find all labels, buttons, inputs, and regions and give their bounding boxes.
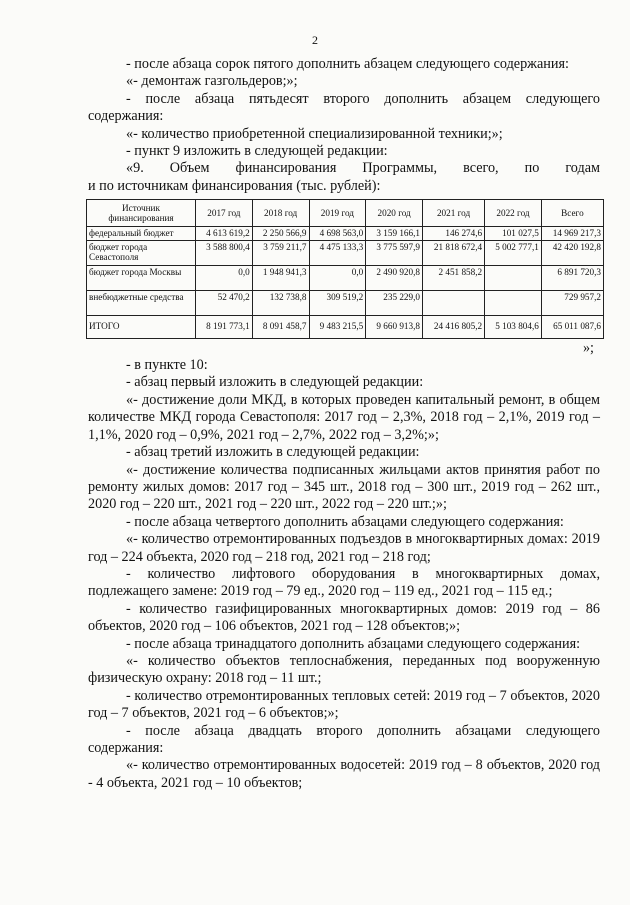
table-cell: 65 011 087,6 — [541, 315, 603, 338]
table-cell: 8 191 773,1 — [196, 315, 253, 338]
table-cell — [485, 265, 542, 290]
paragraph: «- количество отремонтированных подъездов в многоквартирных домах: 2019 год – 224 объекта, 2020 год – 218 год, 2021 год – 218 год; — [88, 531, 600, 565]
table-cell — [485, 290, 542, 315]
table-row-label: федеральный бюджет — [87, 227, 196, 240]
table-row-label: бюджет города Севастополя — [87, 240, 196, 265]
paragraph: «- количество приобретенной специализированной техники;»; — [126, 125, 503, 142]
table-header-cell: 2019 год — [309, 200, 366, 227]
table-header-cell: Источник финансирования — [87, 200, 196, 227]
table-cell: 52 470,2 — [196, 290, 253, 315]
table-cell: 0,0 — [309, 265, 366, 290]
table-cell: 235 229,0 — [366, 290, 423, 315]
paragraph: «- количество отремонтированных водосетей: 2019 год – 8 объектов, 2020 год - 4 объекта, 2021 год – 10 объектов; — [88, 757, 600, 791]
table-cell: 1 948 941,3 — [252, 265, 309, 290]
table-cell: 42 420 192,8 — [541, 240, 603, 265]
table-header-cell: 2020 год — [366, 200, 423, 227]
paragraph: - в пункте 10: — [126, 357, 208, 374]
table-cell: 6 891 720,3 — [541, 265, 603, 290]
table-cell: 8 091 458,7 — [252, 315, 309, 338]
document-body — [88, 56, 600, 792]
table-cell: 146 274,6 — [423, 227, 485, 240]
table-cell: 24 416 805,2 — [423, 315, 485, 338]
table-row — [87, 227, 604, 240]
paragraph: «- достижение количества подписанных жильцами актов принятия работ по ремонту жилых домов: 2017 год – 345 шт., 2018 год – 300 шт., 2019 год – 262 шт., 2020 год – 220 шт., 2021 год – 220 шт., 2022 год – 220 шт.;»; — [88, 461, 600, 513]
table-cell: 4 698 563,0 — [309, 227, 366, 240]
top-paragraphs — [88, 56, 600, 195]
table-cell: 5 002 777,1 — [485, 240, 542, 265]
table-cell: 21 818 672,4 — [423, 240, 485, 265]
bottom-paragraphs — [88, 357, 600, 792]
financing-table — [86, 199, 604, 338]
table-cell: 4 613 619,2 — [196, 227, 253, 240]
page-number: 2 — [312, 33, 318, 47]
table-cell: 5 103 804,6 — [485, 315, 542, 338]
table-cell: 2 490 920,8 — [366, 265, 423, 290]
table-cell: 9 483 215,5 — [309, 315, 366, 338]
table-header-cell: 2018 год — [252, 200, 309, 227]
table-cell: 2 250 566,9 — [252, 227, 309, 240]
table-cell: 729 957,2 — [541, 290, 603, 315]
table-row — [87, 290, 604, 315]
table-header-row — [87, 200, 604, 227]
paragraph: - после абзаца тринадцатого дополнить абзацами следующего содержания: — [126, 635, 581, 652]
paragraph: «- демонтаж газгольдеров;»; — [126, 73, 298, 90]
paragraph: и по источникам финансирования (тыс. рублей): — [88, 177, 381, 194]
table-cell: 101 027,5 — [485, 227, 542, 240]
paragraph: содержания: — [88, 108, 164, 125]
paragraph: - количество газифицированных многоквартирных домов: 2019 год – 86 объектов, 2020 год – 106 объектов, 2021 год – 128 объектов;»; — [88, 600, 600, 635]
table-header-cell: 2022 год — [485, 200, 542, 227]
table-row — [87, 315, 604, 338]
table-cell: 3 775 597,9 — [366, 240, 423, 265]
paragraph: - абзац первый изложить в следующей редакции: — [126, 374, 424, 391]
paragraph: - абзац третий изложить в следующей редакции: — [126, 444, 420, 461]
table-cell: 14 969 217,3 — [541, 227, 603, 240]
table-cell: 9 660 913,8 — [366, 315, 423, 338]
paragraph: - после абзаца четвертого дополнить абзацами следующего содержания: — [126, 513, 564, 530]
table-row-label: бюджет города Москвы — [87, 265, 196, 290]
table-header-cell: 2021 год — [423, 200, 485, 227]
table-row-label: ИТОГО — [87, 315, 196, 338]
table-cell: 2 451 858,2 — [423, 265, 485, 290]
paragraph: «- количество объектов теплоснабжения, переданных под вооруженную физическую охрану: 2018 год – 11 шт.; — [88, 652, 600, 687]
paragraph: - количество лифтового оборудования в многоквартирных домах, подлежащего замене: 2019 год – 79 ед., 2020 год – 119 ед., 2021 год – 115 ед.; — [88, 565, 600, 600]
table-row — [87, 265, 604, 290]
table-cell: 4 475 133,3 — [309, 240, 366, 265]
paragraph: - пункт 9 изложить в следующей редакции: — [126, 143, 388, 160]
table-cell: 309 519,2 — [309, 290, 366, 315]
paragraph: - после абзаца пятьдесят второго дополнить абзацем следующего — [126, 90, 600, 107]
table-cell: 132 738,8 — [252, 290, 309, 315]
table-cell — [423, 290, 485, 315]
paragraph: «9. Объем финансирования Программы, всего, по годам — [126, 160, 600, 177]
paragraph: - после абзаца сорок пятого дополнить абзацем следующего содержания: — [126, 56, 569, 72]
table-cell: 3 759 211,7 — [252, 240, 309, 265]
table-closing-quote: »; — [582, 339, 594, 356]
table-header-cell: Всего — [541, 200, 603, 227]
table-cell: 3 159 166,1 — [366, 227, 423, 240]
paragraph: - количество отремонтированных тепловых сетей: 2019 год – 7 объектов, 2020 год – 7 объектов, 2021 год – 6 объектов;»; — [88, 687, 600, 722]
table-row-label: внебюджетные средства — [87, 290, 196, 315]
table-row — [87, 240, 604, 265]
table-cell: 0,0 — [196, 265, 253, 290]
paragraph: - после абзаца двадцать второго дополнить абзацами следующего содержания: — [88, 722, 600, 756]
table-header-cell: 2017 год — [196, 200, 253, 227]
table-cell: 3 588 800,4 — [196, 240, 253, 265]
paragraph: «- достижение доли МКД, в которых проведен капитальный ремонт, в общем количестве МКД города Севастополя: 2017 год – 2,3%, 2018 год – 2,1%, 2019 год – 1,1%, 2020 год – 0,9%, 2021 год – 2,7%, 2022 год – 3,2%;»; — [88, 391, 600, 443]
